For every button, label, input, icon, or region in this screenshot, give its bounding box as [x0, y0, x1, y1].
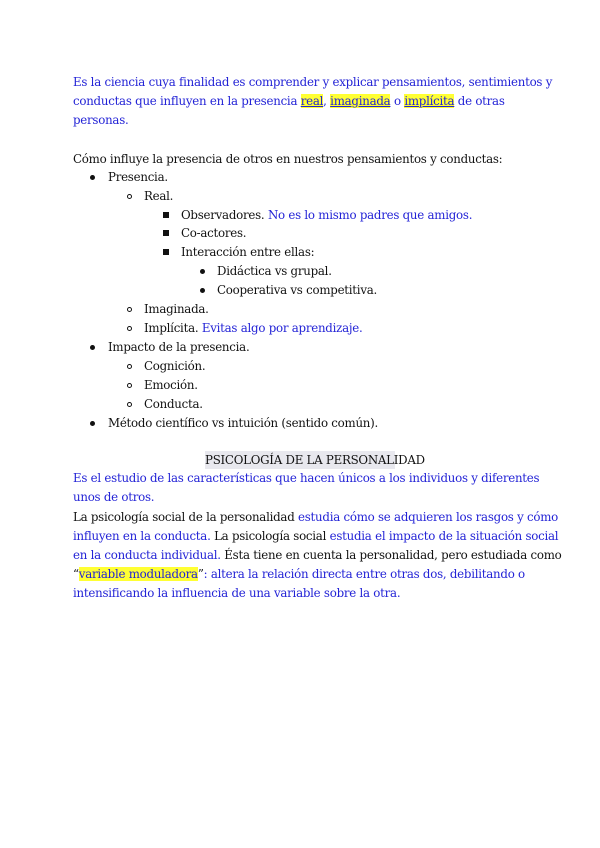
bullet-circle-icon — [127, 383, 132, 388]
intro-line-1: Es la ciencia cuya finalidad es comprender y explicar pensamientos, sentimientos y — [73, 75, 553, 89]
keyword-implicita: implícita — [404, 94, 455, 108]
intro-text: de otras — [454, 94, 505, 108]
outline-metodo: Método científico vs intuición (sentido común). — [108, 416, 379, 430]
observadores-note: No es lo mismo padres que amigos. — [267, 208, 473, 222]
paragraph-text: La psicología social — [210, 529, 330, 543]
close-quote: ” — [197, 567, 204, 581]
intro-line-2 — [73, 92, 505, 110]
outline-imaginada: Imaginada. — [144, 302, 209, 316]
bullet-circle-icon — [127, 194, 132, 199]
bullet-square-icon — [163, 230, 169, 236]
outline-observadores — [181, 206, 472, 224]
outline-coactores: Co-actores. — [181, 226, 247, 240]
intro-line-3: personas. — [73, 113, 129, 127]
keyword-variable-moduladora: variable moduladora — [78, 567, 198, 581]
paragraph-emphasis: estudia cómo se adquieren los rasgos y cómo — [298, 510, 559, 524]
bullet-circle-icon — [127, 364, 132, 369]
bullet-disc-icon — [90, 175, 95, 180]
outline-presencia: Presencia. — [108, 170, 168, 184]
outline-impacto: Impacto de la presencia. — [108, 340, 250, 354]
paragraph-emphasis: en la conducta individual. — [73, 548, 221, 562]
paragraph-emphasis: estudia el impacto de la situación social — [329, 529, 559, 543]
bullet-circle-icon — [127, 402, 132, 407]
intro-sep: o — [390, 94, 405, 108]
paragraph-line-5: intensificando la influencia de una variable sobre la otra. — [73, 586, 401, 600]
bullet-disc-icon — [90, 421, 95, 426]
keyword-real: real — [300, 94, 324, 108]
bullet-disc-icon — [90, 345, 95, 350]
bullet-circle-icon — [127, 307, 132, 312]
open-quote: “ — [73, 567, 79, 581]
bullet-disc-icon — [200, 288, 205, 293]
intro-text: conductas que influyen en la presencia — [73, 94, 301, 108]
outline-didactica: Didáctica vs grupal. — [217, 264, 332, 278]
bullet-circle-icon — [127, 326, 132, 331]
outline-cooperativa: Cooperativa vs competitiva. — [217, 283, 378, 297]
paragraph-line-4 — [73, 565, 525, 583]
definition-line-1: Es el estudio de las características que hacen únicos a los individuos y diferentes — [73, 471, 540, 485]
paragraph-text: La psicología social de la personalidad — [73, 510, 299, 524]
paragraph-text: Ésta tiene en cuenta la personalidad, pero estudiada como — [220, 548, 562, 562]
section-heading: PSICOLOGÍA DE LA PERSONALIDAD — [205, 453, 425, 467]
bullet-square-icon — [163, 212, 169, 218]
intro-sep: , — [323, 94, 331, 108]
paragraph-emphasis: influyen en la conducta. — [73, 529, 211, 543]
observadores-label: Observadores. — [181, 208, 265, 222]
outline-interaccion: Interacción entre ellas: — [181, 245, 315, 259]
outline-real: Real. — [144, 189, 174, 203]
question-line: Cómo influye la presencia de otros en nuestros pensamientos y conductas: — [73, 152, 503, 166]
outline-emocion: Emoción. — [144, 378, 198, 392]
outline-conducta: Conducta. — [144, 397, 203, 411]
definition-line-2: unos de otros. — [73, 490, 155, 504]
paragraph-line-3 — [73, 546, 562, 564]
paragraph-line-1 — [73, 508, 558, 526]
outline-implicita — [144, 319, 363, 337]
bullet-square-icon — [163, 249, 169, 255]
implicita-label: Implícita. — [144, 321, 199, 335]
keyword-imaginada: imaginada — [330, 94, 391, 108]
paragraph-line-2 — [73, 527, 558, 545]
outline-cognicion: Cognición. — [144, 359, 206, 373]
implicita-note: Evitas algo por aprendizaje. — [201, 321, 363, 335]
paragraph-emphasis: : altera la relación directa entre otras dos, debilitando o — [203, 567, 525, 581]
bullet-disc-icon — [200, 269, 205, 274]
